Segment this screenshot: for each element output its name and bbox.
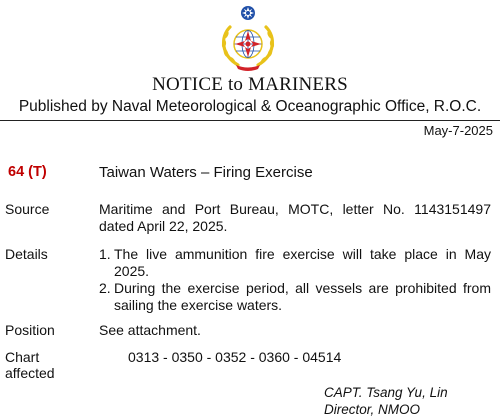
position-label: Position	[5, 322, 55, 338]
details-value	[99, 246, 491, 314]
details-item-text: The live ammunition fire exercise will take place in May 2025.	[114, 246, 491, 279]
details-item	[99, 246, 491, 280]
position-value: See attachment.	[99, 322, 201, 338]
signature-block	[324, 384, 448, 418]
chart-affected-value: 0313 - 0350 - 0352 - 0360 - 04514	[128, 349, 342, 365]
source-value: Maritime and Port Bureau, MOTC, letter No. 1143151497 dated April 22, 2025.	[99, 201, 491, 234]
details-item-number: 1.	[99, 246, 111, 262]
publisher-line: Published by Naval Meteorological & Oceanographic Office, R.O.C.	[18, 98, 482, 115]
source-label: Source	[5, 201, 50, 217]
signature-name: CAPT. Tsang Yu, Lin	[324, 385, 448, 400]
header-divider	[0, 120, 500, 121]
issue-date: May-7-2025	[423, 123, 493, 138]
details-label: Details	[5, 246, 48, 262]
notice-number: 64 (T)	[8, 164, 47, 180]
details-item-number: 2.	[99, 280, 111, 296]
chart-affected-label: Chart affected	[5, 349, 55, 381]
nmoo-emblem-icon	[208, 3, 288, 73]
details-list	[99, 246, 491, 314]
details-item	[99, 280, 491, 314]
details-item-text: During the exercise period, all vessels are prohibited from sailing the exercise waters.	[114, 280, 491, 313]
signature-title: Director, NMOO	[324, 402, 421, 417]
page-title: NOTICE to MARINERS	[152, 74, 348, 95]
notice-subject: Taiwan Waters – Firing Exercise	[99, 164, 313, 181]
